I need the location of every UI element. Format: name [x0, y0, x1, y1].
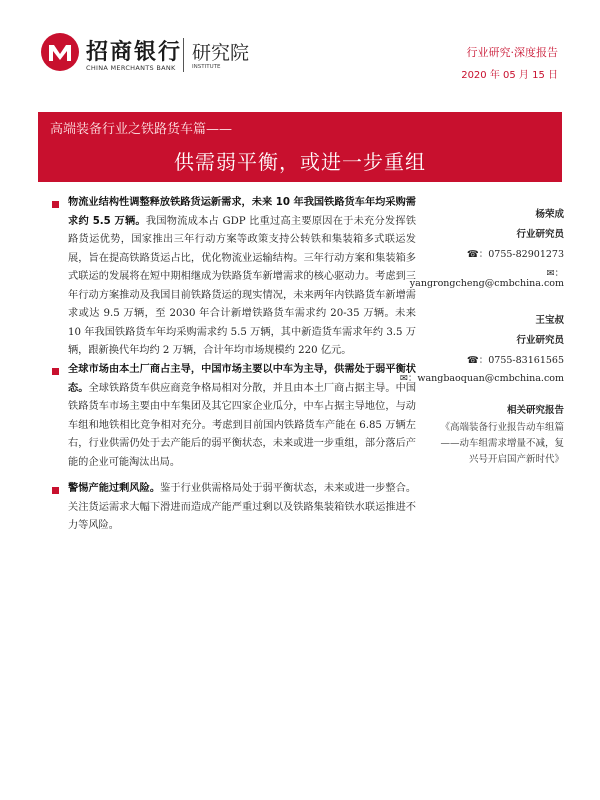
brand-divider	[183, 38, 184, 72]
analyst-1-title: 行业研究员	[516, 229, 564, 240]
summary-paragraph-2	[68, 361, 416, 472]
related-reports-heading: 相关研究报告	[506, 405, 564, 416]
paragraph-3-text: 鉴于行业供需格局处于弱平衡状态，未来或进一步整合。关注货运需求大幅下滑进而造成产能严重过剩以及铁路集装箱铁水联运推进不力等风险。	[68, 483, 417, 531]
analyst-1-name: 杨荣成	[535, 209, 564, 220]
analyst-1-phone: ☎：0755-82901273	[466, 249, 564, 260]
summary-paragraph-3	[68, 480, 416, 536]
bullet-icon	[52, 487, 59, 494]
department-name: 研究院	[192, 42, 250, 64]
department-name-en: INSTITUTE	[192, 64, 221, 70]
brand-name-en: CHINA MERCHANTS BANK	[86, 64, 176, 72]
report-type: 行业研究·深度报告	[466, 46, 558, 59]
analyst-1-email[interactable]: yangrongcheng@cmbchina.com	[409, 278, 564, 289]
paragraph-2-heading: 全球市场由本土厂商占主导，中国市场主要以中车为主导，供需处于弱平衡状态。	[68, 364, 416, 394]
summary-paragraph-1	[68, 194, 416, 361]
banner-subtitle: 高端装备行业之铁路货车篇——	[50, 122, 233, 137]
analyst-2-title: 行业研究员	[516, 335, 564, 346]
analyst-2-email[interactable]: ✉：wangbaoquan@cmbchina.com	[399, 373, 564, 384]
bullet-icon	[52, 368, 59, 375]
paragraph-3-heading: 警惕产能过剩风险。	[68, 483, 161, 494]
analyst-2-name: 王宝叔	[535, 315, 564, 326]
related-report-link[interactable]: 《高端装备行业报告动车组篇——动车组需求增量不减，复兴号开启国产新时代》	[440, 422, 564, 465]
cmb-logo-icon	[40, 32, 80, 72]
paragraph-1-text: 我国物流成本占 GDP 比重过高主要原因在于未充分发挥铁路货运优势，国家推出三年行动方案等政策支持公转铁和集装箱多式联运发展，旨在提高铁路货运占比，优化物流业运输结构。三年行动方案和集装箱多式联运的发展将在短中期相继成为铁路货车新增需求的核心驱动力。考虑到三年行动方案推动及我国目前铁路货运的现实情况，未来两年内铁路货车新增需求或达 9.5 万辆，至 2030 年合计新增铁路货车需求约 20-35 万辆。未来 10 年我国铁路货车年均采购需求约 5.5 万辆，其中新造货车需求年约 3.5 万辆，跟新换代年均约 2 万辆，合计年均市场规模约 220 亿元。	[68, 215, 417, 356]
analyst-2-phone: ☎：0755-83161565	[466, 355, 564, 366]
brand-name: 招商银行	[86, 39, 183, 65]
analyst-1-email-label: ✉：	[546, 268, 564, 279]
report-title: 供需弱平衡，或进一步重组	[174, 150, 426, 174]
bullet-icon	[52, 201, 59, 208]
report-date: 2020 年 05 月 15 日	[461, 70, 558, 81]
paragraph-1-heading: 物流业结构性调整释放铁路货运新需求，未来 10 年我国铁路货车年均采购需求约 5.5 万辆。	[68, 197, 416, 227]
paragraph-2-text: 全球铁路货车供应商竞争格局相对分散，并且由本土厂商占据主导。中国铁路货车市场主要由中车集团及其它四家企业瓜分，中车占据主导地位，与动车组和地铁相比竞争相对充分。考虑到目前国内铁路货车产能在 6.85 万辆左右，行业供需仍处于去产能后的弱平衡状态，未来或进一步重组，部分落后产能的企业可能淘汰出局。	[68, 382, 417, 468]
